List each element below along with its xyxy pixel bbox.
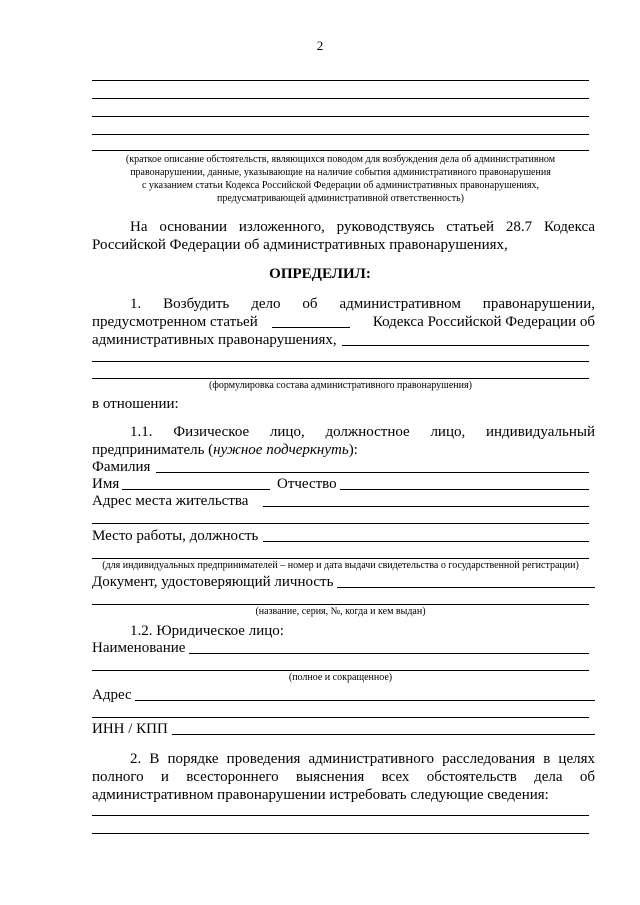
blank-line: [92, 80, 589, 81]
offense-caption: (формулировка состава административного правонарушения): [209, 380, 472, 391]
article-field[interactable]: [272, 327, 350, 328]
org-name-label: Наименование: [92, 640, 186, 656]
document-caption: (название, серия, №, когда и кем выдан): [255, 606, 426, 617]
surname-field[interactable]: [156, 472, 589, 473]
offense-field[interactable]: [92, 378, 589, 379]
in-relation-label: в отношении:: [92, 396, 179, 412]
inn-field[interactable]: [172, 734, 595, 735]
underline-hint: нужное подчеркнуть: [213, 442, 349, 458]
basis-line-2: Российской Федерации об административных правонарушениях,: [92, 237, 508, 253]
blank-line: [92, 116, 589, 117]
item2-line-3: административном правонарушении истребовать следующие сведения:: [92, 787, 549, 803]
org-name-field[interactable]: [92, 670, 589, 671]
blank-line: [92, 134, 589, 135]
info-field[interactable]: [92, 815, 589, 816]
item1-line-2a: предусмотренном статьей: [92, 314, 258, 330]
address-field[interactable]: [92, 523, 589, 524]
offense-field[interactable]: [342, 345, 589, 346]
work-label: Место работы, должность: [92, 528, 259, 544]
circumstances-caption: [92, 153, 589, 205]
item12-heading: 1.2. Юридическое лицо:: [130, 623, 284, 639]
org-name-caption: (полное и сокращенное): [288, 672, 393, 683]
caption-line: правонарушении, данные, указывающие на наличие события административного правонарушения: [130, 167, 551, 178]
address-field[interactable]: [263, 506, 589, 507]
patronymic-field[interactable]: [340, 489, 589, 490]
org-name-field[interactable]: [189, 653, 589, 654]
inn-label: ИНН / КПП: [92, 721, 168, 737]
caption-line: предусматривающей административной ответственность): [216, 193, 465, 204]
basis-line-1: На основании изложенного, руководствуясь статьей 28.7 Кодекса: [130, 219, 595, 235]
name-field[interactable]: [122, 489, 270, 490]
item1-line-3: административных правонарушениях,: [92, 332, 337, 348]
surname-label: Фамилия: [92, 459, 151, 475]
work-field[interactable]: [263, 541, 589, 542]
org-address-label: Адрес: [92, 687, 132, 703]
item1-line-1: 1. Возбудить дело об административном правонарушении,: [130, 296, 595, 312]
item11-line-1: 1.1. Физическое лицо, должностное лицо, индивидуальный: [130, 424, 595, 440]
document-field[interactable]: [337, 587, 595, 588]
patronymic-label: Отчество: [277, 476, 337, 492]
entrepreneur-caption: (для индивидуальных предпринимателей – номер и дата выдачи свидетельства о государственной регистрации): [102, 560, 579, 571]
item11-line-2: [92, 441, 358, 459]
document-label: Документ, удостоверяющий личность: [92, 574, 334, 590]
address-label: Адрес места жительства: [92, 493, 249, 509]
caption-line: с указанием статьи Кодекса Российской Федерации об административных правонарушениях,: [141, 180, 540, 191]
page-number: 2: [316, 38, 324, 53]
item2-line-1: 2. В порядке проведения административного расследования в целях: [130, 751, 595, 767]
text-part: предприниматель (: [92, 442, 214, 458]
document-field[interactable]: [92, 604, 589, 605]
text-part: ):: [348, 442, 358, 458]
org-address-field[interactable]: [135, 700, 595, 701]
name-label: Имя: [92, 476, 120, 492]
item1-line-2b: Кодекса Российской Федерации об: [372, 314, 595, 330]
work-field[interactable]: [92, 558, 589, 559]
blank-line: [92, 98, 589, 99]
blank-line: [92, 150, 589, 151]
item2-line-2: полного и всестороннего выяснения всех обстоятельств дела об: [92, 769, 595, 785]
offense-field[interactable]: [92, 361, 589, 362]
caption-line: (краткое описание обстоятельств, являющихся поводом для возбуждения дела об административном: [125, 154, 556, 165]
decided-heading: ОПРЕДЕЛИЛ:: [269, 266, 371, 282]
org-address-field[interactable]: [92, 717, 589, 718]
info-field[interactable]: [92, 833, 589, 834]
